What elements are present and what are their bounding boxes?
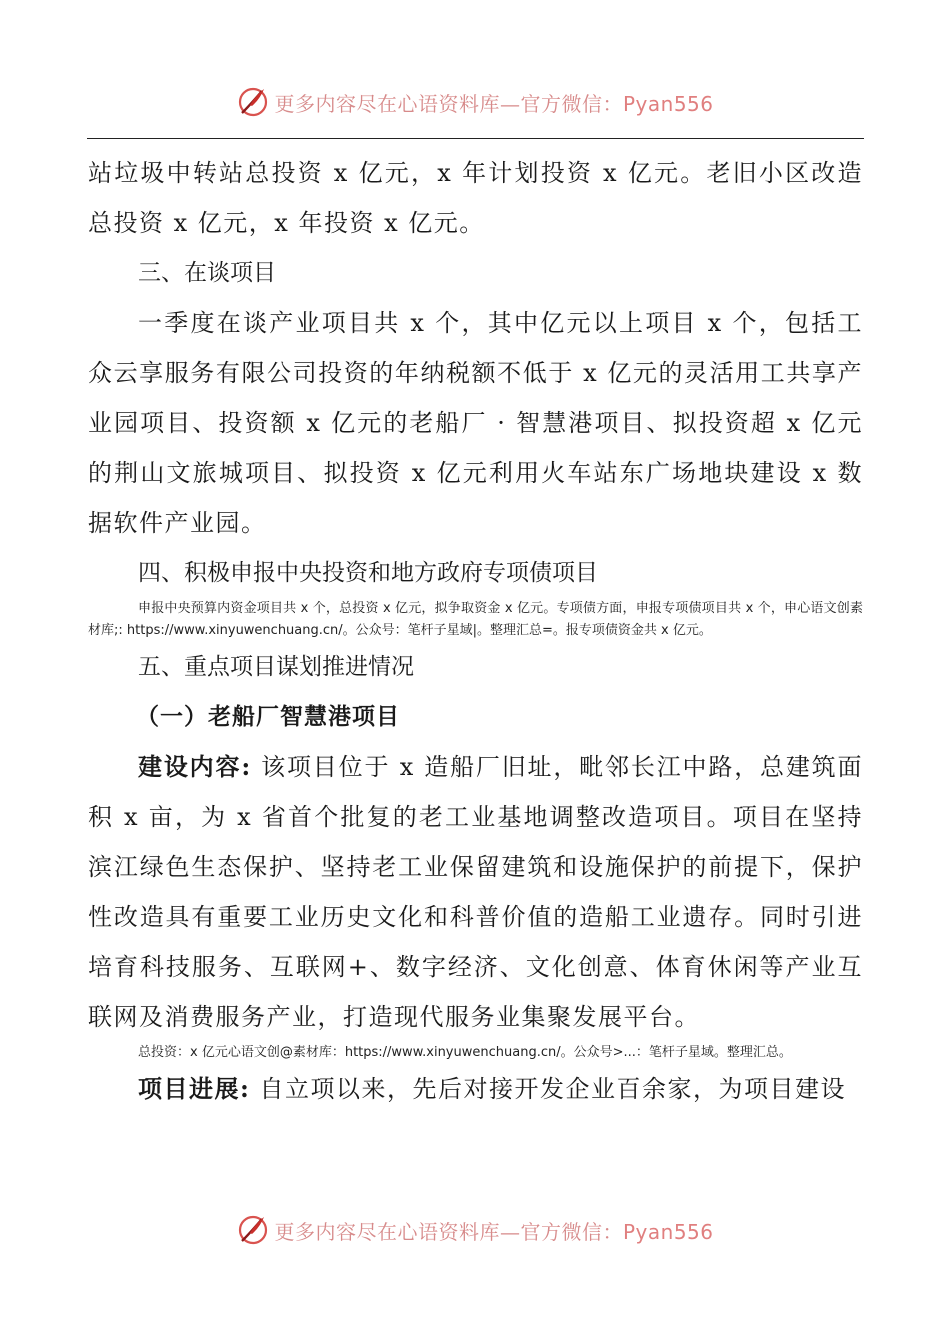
quill-logo-icon [236, 85, 270, 119]
paragraph: 站垃圾中转站总投资 x 亿元，x 年计划投资 x 亿元。老旧小区改造总投资 x 亿元，x 年投资 x 亿元。 [88, 159, 863, 237]
banner-text: 更多内容尽在心语资料库—官方微信：Pyan556 [274, 1219, 714, 1244]
header-banner [0, 82, 950, 122]
section-heading: 四、积极申报中央投资和地方政府专项债项目 [138, 560, 598, 586]
quill-logo-icon [236, 1213, 270, 1247]
paragraph: 项目进展: 自立项以来，先后对接开发企业百余家，为项目建设 [138, 1074, 846, 1103]
header-rule [87, 138, 864, 139]
section-heading: 五、重点项目谋划推进情况 [138, 654, 414, 680]
paragraph-lead: 项目进展: [138, 1074, 251, 1103]
document-body [88, 148, 863, 1114]
small-paragraph: 申报中央预算内资金项目共 x 个，总投资 x 亿元，拟争取资金 x 亿元。专项债方面，申报专项债项目共 x 个，申心语文创素材库;: https://www.xinyuwenchuang.cn/。公众号：笔杆子星域|。整理汇总=。报专项债资金共 x 亿元。 [88, 601, 863, 638]
paragraph: 一季度在谈产业项目共 x 个，其中亿元以上项目 x 个，包括工众云享服务有限公司投资的年纳税额不低于 x 亿元的灵活用工共享产业园项目、投资额 x 亿元的老船厂 · 智慧港项目、拟投资超 x 亿元的荆山文旅城项目、拟投资 x 亿元利用火车站东广场地块建设 x 数据软件产业园。 [88, 309, 863, 537]
subsection-heading: （一）老船厂智慧港项目 [136, 703, 400, 730]
small-paragraph: 总投资：x 亿元心语文创@素材库：https://www.xinyuwenchuang.cn/。公众号>...：笔杆子星域。整理汇总。 [138, 1045, 792, 1060]
footer-banner [0, 1210, 950, 1250]
section-heading: 三、在谈项目 [138, 260, 276, 286]
paragraph-lead: 建设内容: [138, 752, 252, 781]
banner-text: 更多内容尽在心语资料库—官方微信：Pyan556 [274, 91, 714, 116]
paragraph: 建设内容: 该项目位于 x 造船厂旧址，毗邻长江中路，总建筑面积 x 亩，为 x 省首个批复的老工业基地调整改造项目。项目在坚持滨江绿色生态保护、坚持老工业保留建筑和设施保护的前提下，保护性改造具有重要工业历史文化和科普价值的造船工业遗存。同时引进培育科技服务、互联网+、数字经济、文化创意、体育休闲等产业互联网及消费服务产业，打造现代服务业集聚发展平台。 [88, 752, 864, 1031]
